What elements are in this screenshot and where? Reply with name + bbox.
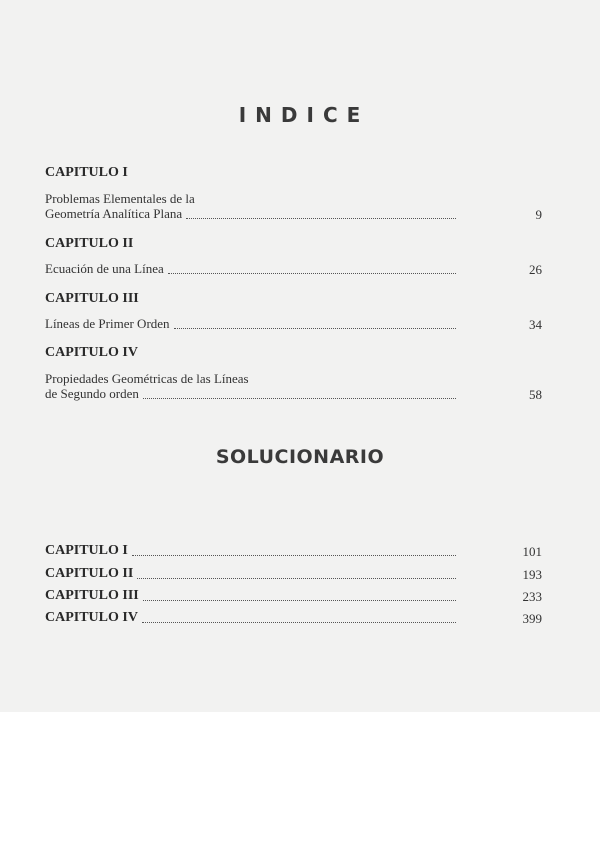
sol-entry-4-label: CAPITULO IV bbox=[45, 610, 138, 625]
solucionario-title: SOLUCIONARIO bbox=[215, 446, 385, 468]
chapter-4-title-line-1: Propiedades Geométricas de las Líneas bbox=[45, 371, 249, 386]
sol-entry-1 bbox=[45, 543, 458, 559]
sol-entry-2-label: CAPITULO II bbox=[45, 566, 134, 581]
sol-entry-4-page: 399 bbox=[522, 611, 542, 626]
chapter-2-title-text: Ecuación de una Línea bbox=[45, 261, 164, 276]
sol-entry-1-label: CAPITULO I bbox=[45, 543, 128, 558]
chapter-3-page: 34 bbox=[529, 317, 542, 332]
chapter-1-page: 9 bbox=[535, 207, 542, 222]
indice-title: INDICE bbox=[238, 103, 370, 127]
chapter-4-heading: CAPITULO IV bbox=[45, 345, 138, 360]
leader-dots bbox=[132, 554, 456, 556]
chapter-4-title-line-2-text: de Segundo orden bbox=[45, 386, 139, 401]
sol-entry-3-page: 233 bbox=[522, 589, 542, 604]
chapter-3-title-text: Líneas de Primer Orden bbox=[45, 316, 170, 331]
sol-entry-3 bbox=[45, 588, 458, 604]
leader-dots bbox=[168, 272, 456, 274]
blank-margin bbox=[0, 712, 600, 849]
leader-dots bbox=[186, 217, 456, 219]
leader-dots bbox=[143, 599, 456, 601]
chapter-3-heading: CAPITULO III bbox=[45, 291, 139, 306]
sol-entry-3-label: CAPITULO III bbox=[45, 588, 139, 603]
chapter-1-heading: CAPITULO I bbox=[45, 165, 128, 180]
chapter-4-title-line-2 bbox=[45, 386, 458, 402]
chapter-1-title-line-2-text: Geometría Analítica Plana bbox=[45, 206, 183, 221]
leader-dots bbox=[137, 577, 456, 579]
chapter-1-title-line-2 bbox=[45, 206, 458, 222]
chapter-1-title-line-1: Problemas Elementales de la bbox=[45, 191, 195, 206]
sol-entry-4 bbox=[45, 610, 458, 626]
chapter-2-page: 26 bbox=[529, 262, 542, 277]
chapter-2-title-line-1 bbox=[45, 261, 458, 277]
leader-dots bbox=[174, 327, 456, 329]
chapter-3-title-line-1 bbox=[45, 316, 458, 332]
chapter-2-heading: CAPITULO II bbox=[45, 236, 134, 251]
leader-dots bbox=[142, 621, 456, 623]
leader-dots bbox=[143, 397, 456, 399]
sol-entry-1-page: 101 bbox=[522, 544, 542, 559]
sol-entry-2 bbox=[45, 566, 458, 582]
chapter-4-page: 58 bbox=[529, 387, 542, 402]
sol-entry-2-page: 193 bbox=[522, 567, 542, 582]
